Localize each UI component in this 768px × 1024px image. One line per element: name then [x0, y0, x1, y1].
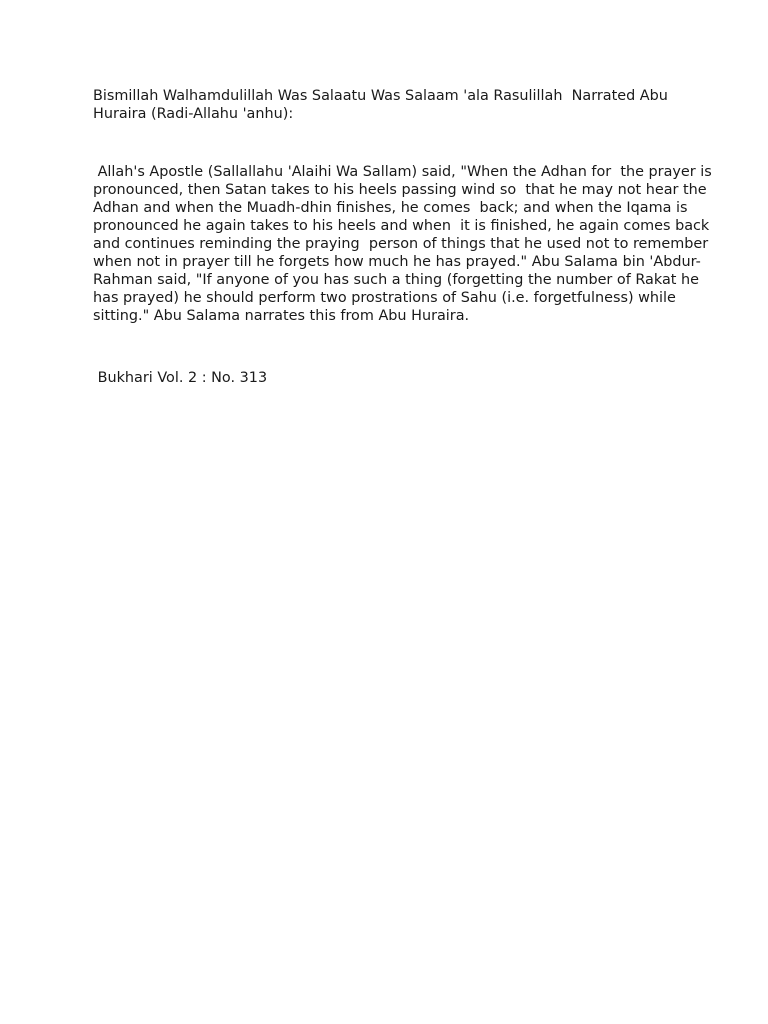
intro-paragraph: Bismillah Walhamdulillah Was Salaatu Was Salaam 'ala Rasulillah Narrated Abu Huraira (Radi-Allahu 'anhu):	[93, 88, 668, 122]
reference-line: Bukhari Vol. 2 : No. 313	[93, 370, 268, 386]
hadith-paragraph: Allah's Apostle (Sallallahu 'Alaihi Wa Sallam) said, "When the Adhan for the prayer is pronounced, then Satan takes to his heels passing wind so that he may not hear the Adhan and when the Muadh-dhin finishes, he comes back; and when the Iqama is pronounced he again takes to his heels and when it is finished, he again comes back and continues reminding the praying person of things that he used not to remember when not in prayer till he forgets how much he has prayed." Abu Salama bin 'Abdur- Rahman said, "If anyone of you has such a thing (forgetting the number of Rakat he has prayed) he should perform two prostrations of Sahu (i.e. forgetfulness) while sitting." Abu Salama narrates this from Abu Huraira.	[93, 164, 712, 324]
